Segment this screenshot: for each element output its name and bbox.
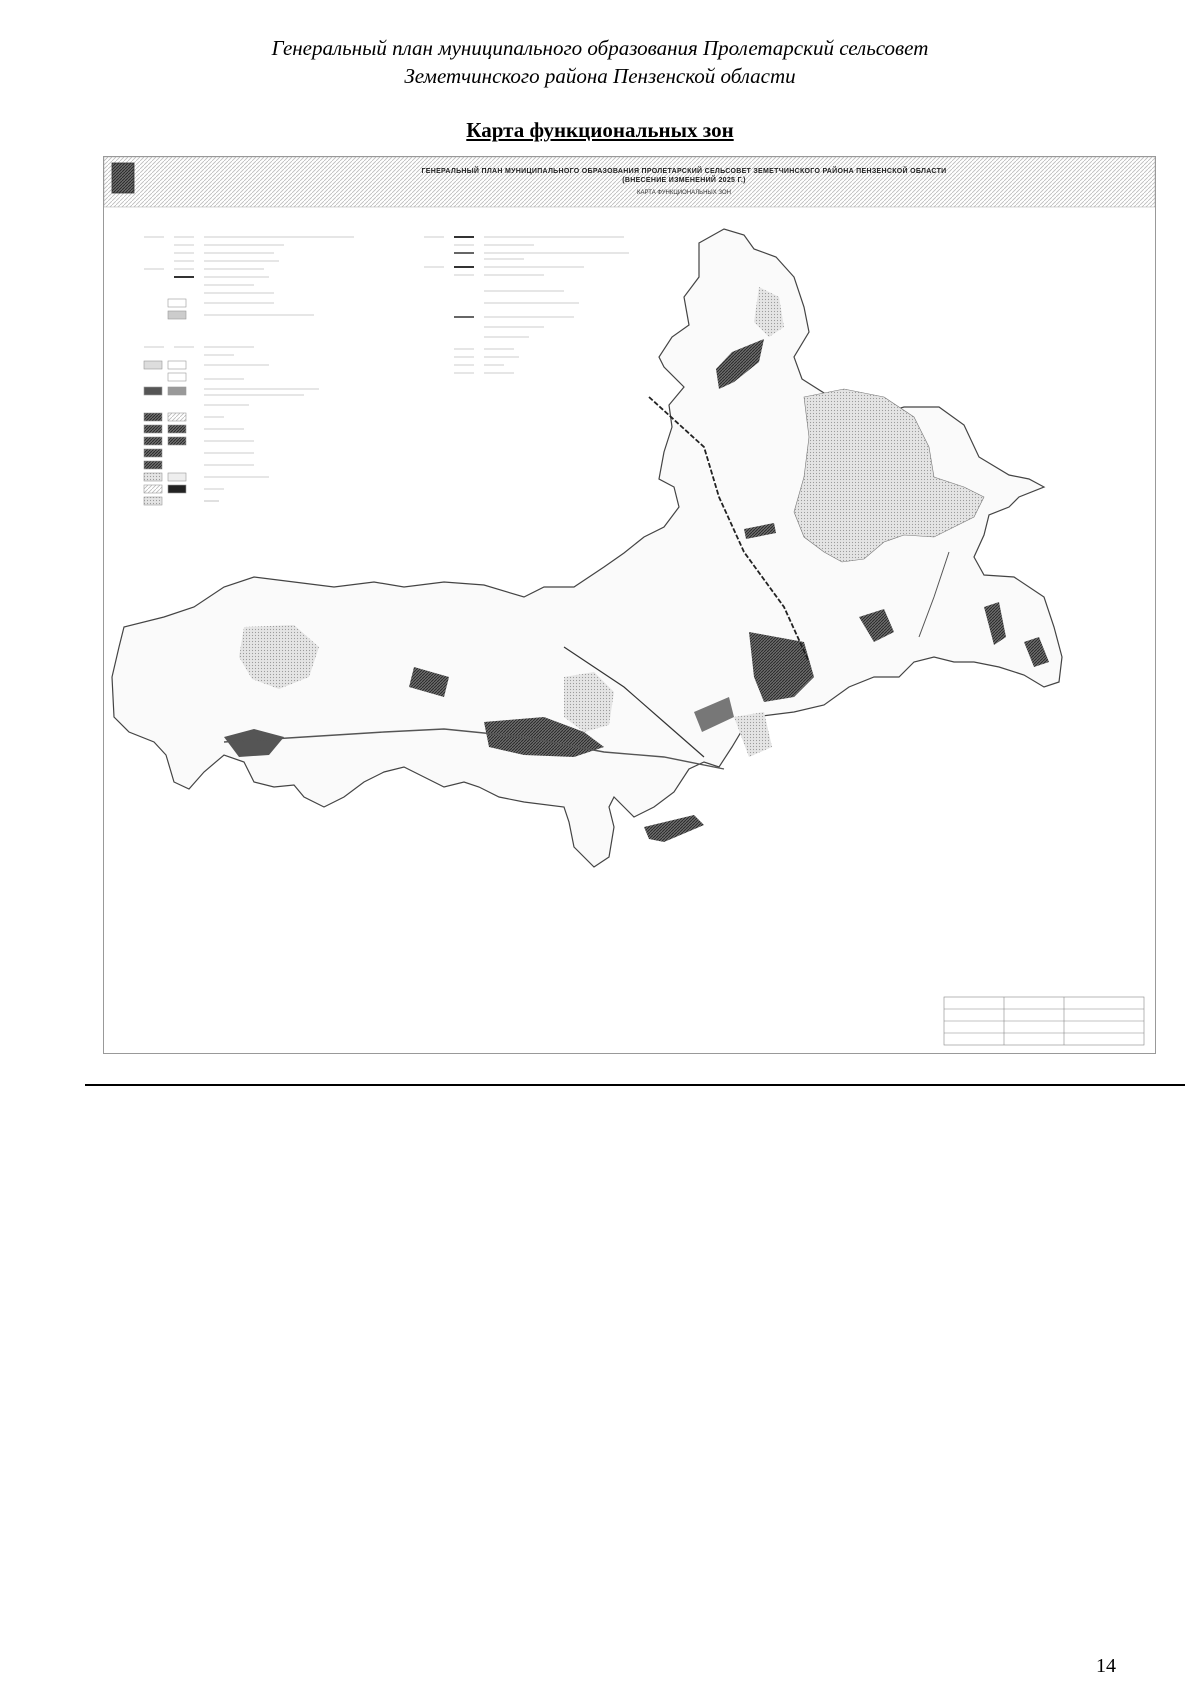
title-block (944, 997, 1144, 1045)
map-sheet-edition: (ВНЕСЕНИЕ ИЗМЕНЕНИЙ 2025 Г.) (622, 177, 746, 184)
header-line-1: Генеральный план муниципального образования Пролетарский сельсовет (271, 36, 929, 60)
zone-dark-10 (644, 815, 704, 842)
header-line-2: Земетчинского района Пензенской области (404, 64, 796, 88)
figure-title: Карта функциональных зон (466, 118, 734, 142)
functional-zones-map (103, 156, 1156, 1054)
page-header (0, 34, 1200, 90)
map-drawing (104, 157, 1155, 1053)
map-sheet-title-main: ГЕНЕРАЛЬНЫЙ ПЛАН МУНИЦИПАЛЬНОГО ОБРАЗОВАНИЯ ПРОЛЕТАРСКИЙ СЕЛЬСОВЕТ ЗЕМЕТЧИНСКОГО РАЙОНА ПЕНЗЕНСКОЙ ОБЛАСТИ (421, 168, 947, 175)
territory-boundary (112, 229, 1062, 867)
map-sheet-title (334, 167, 1034, 185)
map-sheet-subtitle: КАРТА ФУНКЦИОНАЛЬНЫХ ЗОН (637, 190, 731, 196)
page-divider (85, 1084, 1185, 1086)
map-legend (144, 237, 629, 505)
page-number: 14 (1096, 1655, 1116, 1677)
map-sheet-header (104, 157, 1155, 207)
